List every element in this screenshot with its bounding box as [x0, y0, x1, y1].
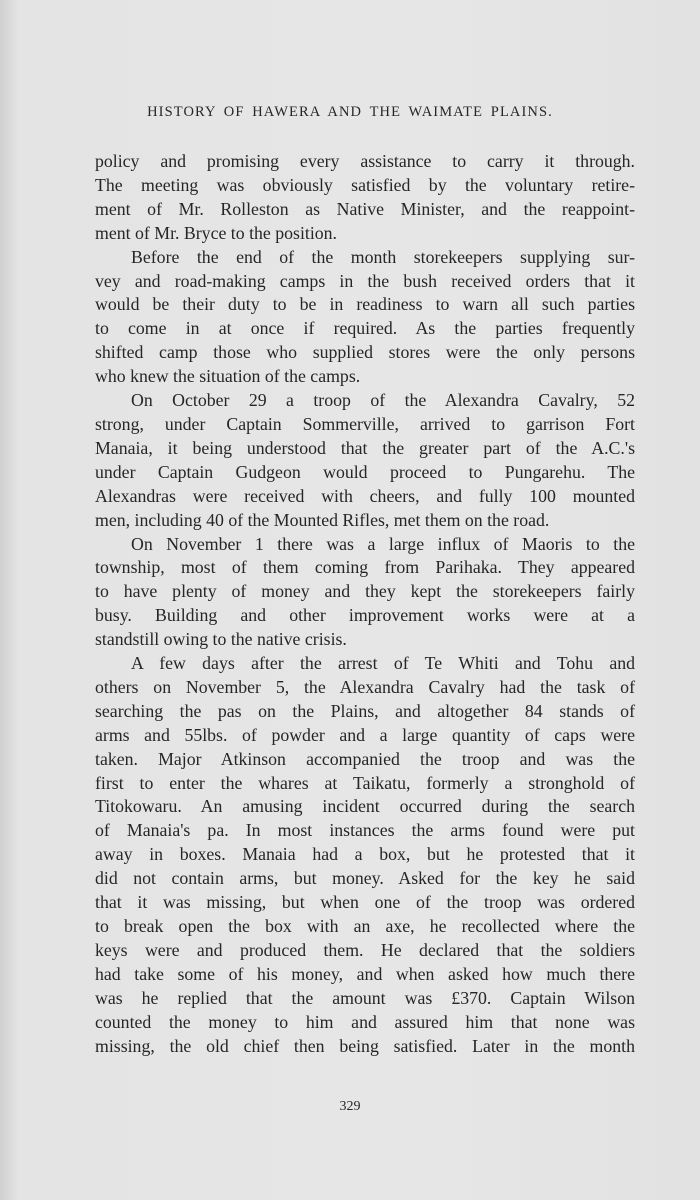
text-line: On October 29 a troop of the Alexandra Cavalry, 52 — [131, 390, 635, 411]
text-line: first to enter the whares at Taikatu, formerly a stronghold of — [95, 772, 635, 793]
text-line: arms and 55lbs. of powder and a large quantity of caps were — [95, 724, 635, 745]
text-line: On November 1 there was a large influx of Maoris to the — [131, 533, 635, 554]
text-line: busy. Building and other improvement works were at a — [95, 605, 635, 626]
page-number: 329 — [339, 1099, 361, 1114]
text-line: that it was missing, but when one of the troop was ordered — [95, 892, 635, 913]
text-line: searching the pas on the Plains, and altogether 84 stands of — [95, 700, 635, 721]
text-line: taken. Major Atkinson accompanied the troop and was the — [95, 748, 635, 769]
text-line: Manaia, it being understood that the greater part of the A.C.'s — [95, 437, 635, 458]
text-line: The meeting was obviously satisfied by the voluntary retire- — [95, 174, 635, 195]
text-line: others on November 5, the Alexandra Cavalry had the task of — [95, 676, 635, 697]
text-line: keys were and produced them. He declared that the soldiers — [95, 939, 635, 960]
text-line: of Manaia's pa. In most instances the arms found were put — [95, 820, 635, 841]
text-line: to have plenty of money and they kept the storekeepers fairly — [95, 581, 635, 602]
text-line: shifted camp those who supplied stores were the only persons — [95, 342, 635, 363]
paragraph — [95, 246, 635, 389]
text-line: had take some of his money, and when asked how much there — [95, 963, 635, 984]
paragraph — [95, 652, 635, 1058]
text-line: men, including 40 of the Mounted Rifles, met them on the road. — [95, 509, 550, 530]
text-line: Before the end of the month storekeepers supplying sur- — [131, 246, 635, 267]
paragraph — [95, 389, 635, 532]
paragraph — [95, 533, 635, 653]
text-line: standstill owing to the native crisis. — [95, 629, 347, 650]
text-line: missing, the old chief then being satisfied. Later in the month — [95, 1035, 635, 1056]
paragraph — [95, 150, 635, 246]
text-line: to break open the box with an axe, he recollected where the — [95, 916, 635, 936]
text-line: under Captain Gudgeon would proceed to Pungarehu. The — [95, 461, 635, 482]
running-head: HISTORY OF HAWERA AND THE WAIMATE PLAINS. — [147, 104, 553, 120]
text-line: A few days after the arrest of Te Whiti and Tohu and — [131, 653, 635, 674]
body-text — [95, 150, 635, 1058]
text-line: Titokowaru. An amusing incident occurred during the search — [95, 796, 635, 817]
text-line: was he replied that the amount was £370. Captain Wilson — [95, 987, 635, 1008]
text-line: Alexandras were received with cheers, and fully 100 mounted — [95, 485, 635, 506]
text-line: ment of Mr. Rolleston as Native Minister, and the reappoint- — [95, 198, 635, 219]
text-line: township, most of them coming from Parihaka. They appeared — [95, 557, 635, 578]
text-line: would be their duty to be in readiness to warn all such parties — [95, 294, 635, 315]
text-line: counted the money to him and assured him that none was — [95, 1011, 635, 1032]
text-line: ment of Mr. Bryce to the position. — [95, 222, 337, 243]
text-line: did not contain arms, but money. Asked for the key he said — [95, 868, 635, 889]
text-line: policy and promising every assistance to carry it through. — [95, 151, 635, 171]
text-line: vey and road-making camps in the bush received orders that it — [95, 270, 635, 291]
text-line: strong, under Captain Sommerville, arrived to garrison Fort — [95, 413, 635, 434]
text-line: who knew the situation of the camps. — [95, 366, 361, 387]
text-line: away in boxes. Manaia had a box, but he protested that it — [95, 844, 635, 865]
text-line: to come in at once if required. As the parties frequently — [95, 318, 635, 339]
